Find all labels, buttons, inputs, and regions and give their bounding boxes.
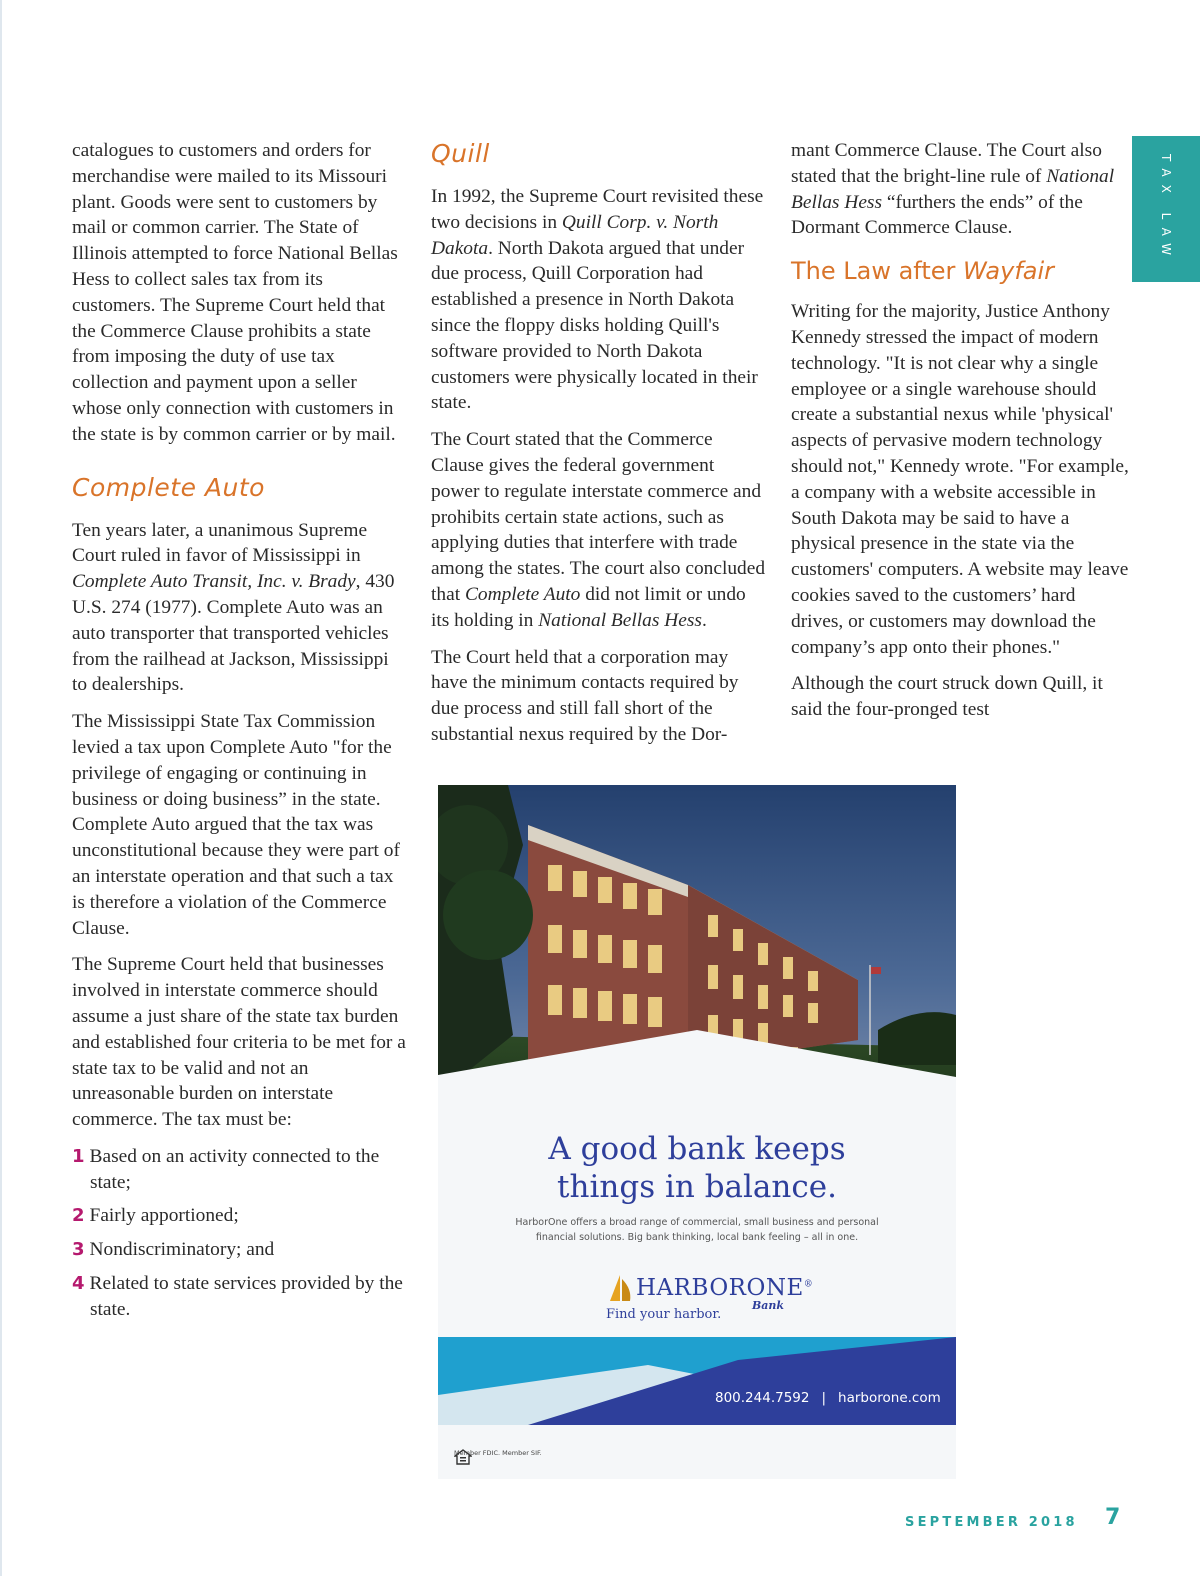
paragraph: Although the court struck down Quill, it said the four-pronged test bbox=[791, 673, 1103, 721]
logo-name-text: HARBORONE bbox=[636, 1275, 804, 1301]
list-item bbox=[72, 1203, 407, 1229]
paragraph bbox=[791, 138, 1131, 241]
list-number: 4 bbox=[72, 1273, 85, 1295]
heading-law-after-wayfair bbox=[791, 255, 1131, 287]
ad-fdic-notice bbox=[454, 1449, 542, 1457]
list-item bbox=[72, 1237, 407, 1263]
ad-headline-line: things in balance. bbox=[557, 1169, 837, 1205]
heading-quill: Quill bbox=[431, 139, 490, 168]
list-text: Fairly apportioned; bbox=[89, 1205, 239, 1227]
article-column-2 bbox=[431, 138, 767, 759]
logo-bank: Bank bbox=[752, 1299, 785, 1312]
paragraph: Writing for the majority, Justice Anthony Kennedy stressed the impact of modern technology. "It is not clear why a single employee or a single warehouse should create a substantial nexus while 'physical' aspects of pervasive modern technology should not," Kennedy wrote. "For example, a company with a website accessible in South Dakota may be said to have a physical presence in the state via the customers' computers. A website may leave cookies saved to the customers’ hard drives, or customers may download the company’s app onto their phones." bbox=[791, 301, 1129, 658]
section-tab-label: TAX LAW bbox=[1159, 154, 1173, 264]
logo-name bbox=[636, 1275, 813, 1301]
paragraph bbox=[431, 427, 767, 633]
text-run: . bbox=[701, 609, 707, 631]
text-run: “furthers the ends” of the Dormant Commerce Clause. bbox=[791, 191, 1083, 239]
case-name: National Bellas Hess bbox=[791, 165, 1115, 213]
fdic-text: Member FDIC. Member SIF. bbox=[454, 1449, 542, 1457]
ad-website-link[interactable]: harborone.com bbox=[838, 1390, 941, 1406]
ad-headline-line: A good bank keeps bbox=[548, 1131, 846, 1167]
text-run: The Court stated that the Commerce Clause gives the federal government power to regulate interstate commerce and prohibits certain state actions, such as applying duties that interfere with trade among the states. The court also concluded that bbox=[431, 429, 766, 605]
case-name: Quill Corp. v. North Dakota bbox=[431, 211, 719, 259]
footer-issue-date: SEPTEMBER 2018 bbox=[905, 1515, 1078, 1530]
text-run: . North Dakota argued that under due process, Quill Corporation had established a presence in North Dakota since the floppy disks holding Quill's software provided to North Dakota customers were physically located in their state. bbox=[431, 237, 758, 414]
logo-tagline: Find your harbor. bbox=[606, 1307, 722, 1322]
article-column-3 bbox=[791, 138, 1131, 734]
list-number: 1 bbox=[72, 1145, 85, 1167]
ad-separator: | bbox=[821, 1390, 827, 1406]
list-item bbox=[72, 1271, 407, 1323]
case-name: Complete Auto bbox=[464, 583, 581, 605]
text-run: In 1992, the Supreme Court revisited these two decisions in bbox=[431, 186, 764, 233]
paragraph: The Supreme Court held that businesses involved in interstate commerce should assume a just share of the state tax burden and established four criteria to be met for a state tax to be valid and not an unreasonable burden on interstate commerce. The tax must be: bbox=[72, 954, 406, 1131]
list-item bbox=[72, 1144, 407, 1196]
section-tab bbox=[1132, 136, 1200, 282]
ad-headline bbox=[438, 1130, 956, 1206]
case-name: Complete Auto Transit, Inc. v. Brady bbox=[72, 571, 356, 593]
list-number: 2 bbox=[72, 1205, 85, 1227]
list-text: Related to state services provided by the state. bbox=[89, 1273, 403, 1320]
page-number: 7 bbox=[1105, 1505, 1121, 1530]
harborone-logo bbox=[606, 1271, 826, 1331]
ad-phone[interactable]: 800.244.7592 bbox=[715, 1390, 810, 1406]
ad-description-line: financial solutions. Big bank thinking, local bank feeling – all in one. bbox=[535, 1232, 859, 1243]
paragraph bbox=[431, 184, 767, 416]
text-run: , 430 U.S. 274 (1977). Complete Auto was an auto transporter that transported vehicles from the railhead at Jackson, Mississippi to dealerships. bbox=[72, 571, 395, 696]
criteria-list bbox=[72, 1144, 407, 1323]
heading-complete-auto: Complete Auto bbox=[72, 472, 265, 502]
text-run: did not limit or undo its holding in bbox=[431, 583, 746, 631]
text-run: Ten years later, a unanimous Supreme Court ruled in favor of Mississippi in bbox=[72, 519, 368, 567]
paragraph: catalogues to customers and orders for merchandise were mailed to its Missouri plant. Goods were sent to customers by mail or common carrier. The State of Illinois attempted to force National Bellas Hess to collect sales tax from its customers. The Supreme Court held that the Commerce Clause prohibits a state from imposing the duty of use tax collection and payment upon a seller whose only connection with customers in the state is by common carrier or by mail. bbox=[72, 140, 398, 445]
list-number: 3 bbox=[72, 1239, 85, 1261]
list-text: Nondiscriminatory; and bbox=[89, 1239, 275, 1261]
ad-description-line: HarborOne offers a broad range of commercial, small business and personal bbox=[515, 1217, 879, 1228]
article-column-1 bbox=[72, 138, 407, 1331]
list-text: Based on an activity connected to the state; bbox=[89, 1145, 380, 1193]
case-name: National Bellas Hess bbox=[538, 609, 702, 631]
equal-housing-lender-icon bbox=[454, 1449, 472, 1465]
ad-contact bbox=[715, 1390, 941, 1406]
heading-text: The Law after bbox=[791, 257, 964, 286]
paragraph: The Mississippi State Tax Commission levied a tax upon Complete Auto "for the privilege of engaging or continuing in business or doing business” in the state. Complete Auto argued that the tax was unconstitutional because they were part of an interstate operation and that such a tax is therefore a violation of the Commerce Clause. bbox=[72, 711, 400, 939]
logo-registered: ® bbox=[803, 1279, 814, 1290]
harborone-advertisement[interactable] bbox=[438, 785, 956, 1479]
paragraph bbox=[72, 518, 407, 699]
ad-description bbox=[508, 1215, 886, 1245]
harborone-sail-icon bbox=[606, 1273, 634, 1303]
heading-case-name: Wayfair bbox=[963, 257, 1055, 286]
text-run: mant Commerce Clause. The Court also stated that the bright-line rule of bbox=[791, 140, 1102, 187]
page-edge-line bbox=[0, 0, 2, 1576]
paragraph: The Court held that a corporation may have the minimum contacts required by due process and still fall short of the substantial nexus required by the Dor- bbox=[431, 646, 739, 745]
